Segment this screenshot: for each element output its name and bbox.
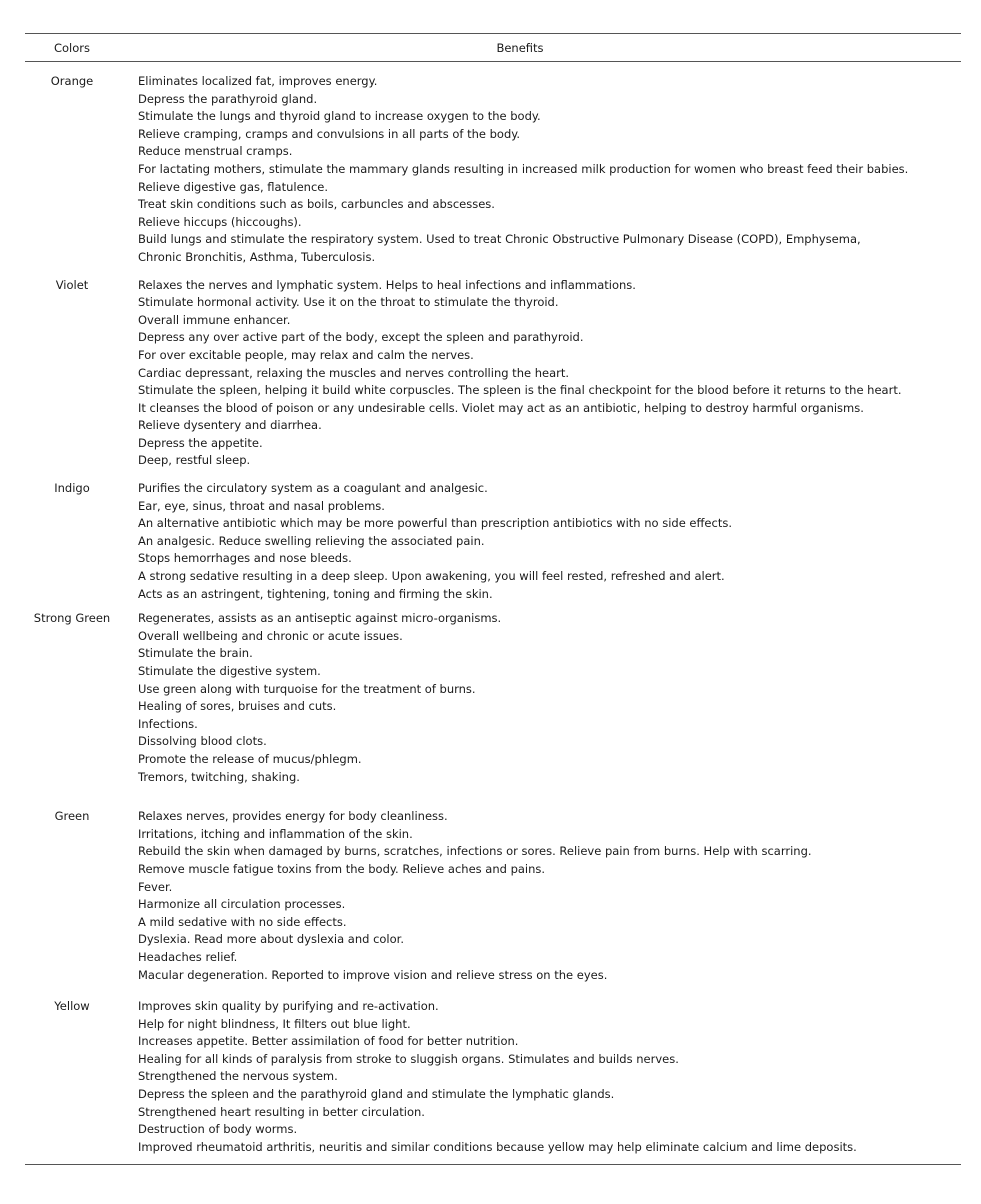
benefit-item: Improved rheumatoid arthritis, neuritis and similar conditions because yellow may help eliminate calcium and lime deposits. (138, 1139, 857, 1154)
benefit-item: Tremors, twitching, shaking. (138, 769, 300, 784)
color-group-orange (25, 73, 961, 267)
benefit-item: Use green along with turquoise for the treatment of burns. (138, 681, 476, 696)
benefit-list (119, 277, 961, 471)
benefit-item: Relieve digestive gas, flatulence. (138, 179, 329, 194)
benefit-item: For lactating mothers, stimulate the mammary glands resulting in increased milk production for women who breast feed their babies. (138, 161, 909, 176)
benefit-item: It cleanses the blood of poison or any undesirable cells. Violet may act as an antibiotic, helping to destroy harmful organisms. (138, 400, 864, 415)
benefit-item: Infections. (138, 716, 198, 731)
benefit-item: Treat skin conditions such as boils, carbuncles and abscesses. (138, 197, 495, 212)
benefit-item: Help for night blindness, It filters out blue light. (138, 1016, 411, 1031)
benefit-item: Dissolving blood clots. (138, 734, 267, 749)
benefit-list (119, 480, 961, 603)
benefit-item: Build lungs and stimulate the respiratory system. Used to treat Chronic Obstructive Pulmonary Disease (COPD), Emphysema, (138, 232, 861, 247)
table-body (25, 62, 961, 1164)
benefit-item: Strengthened heart resulting in better circulation. (138, 1104, 425, 1119)
benefit-item: Stimulate hormonal activity. Use it on the throat to stimulate the thyroid. (138, 295, 559, 310)
benefit-item: Strengthened the nervous system. (138, 1069, 338, 1084)
benefit-item: Ear, eye, sinus, throat and nasal problems. (138, 498, 385, 513)
benefit-item: Depress the parathyroid gland. (138, 91, 318, 106)
benefit-item: Chronic Bronchitis, Asthma, Tuberculosis. (138, 249, 376, 264)
benefit-item: Relieve cramping, cramps and convulsions in all parts of the body. (138, 126, 521, 141)
color-group-strong-green (25, 610, 961, 786)
table-header-row (25, 34, 961, 61)
benefit-item: Dyslexia. Read more about dyslexia and color. (138, 932, 404, 947)
benefit-item: Depress any over active part of the body, except the spleen and parathyroid. (138, 330, 584, 345)
benefit-item: Remove muscle fatigue toxins from the body. Relieve aches and pains. (138, 861, 546, 876)
color-name: Green (54, 809, 90, 824)
benefit-item: Fever. (138, 879, 173, 894)
benefit-item: Cardiac depressant, relaxing the muscles and nerves controlling the heart. (138, 365, 570, 380)
benefit-item: Rebuild the skin when damaged by burns, scratches, infections or sores. Relieve pain from burns. Help with scarring. (138, 844, 812, 859)
color-group-violet (25, 277, 961, 471)
benefit-item: Macular degeneration. Reported to improve vision and relieve stress on the eyes. (138, 967, 608, 982)
benefit-item: Deep, restful sleep. (138, 453, 251, 468)
benefit-item: For over excitable people, may relax and calm the nerves. (138, 347, 474, 362)
benefit-item: Stimulate the brain. (138, 646, 253, 661)
benefit-list (119, 998, 961, 1156)
color-group-yellow (25, 998, 961, 1156)
benefit-item: Healing of sores, bruises and cuts. (138, 699, 337, 714)
benefit-list (119, 808, 961, 984)
bottom-rule (25, 1164, 961, 1165)
benefit-item: An analgesic. Reduce swelling relieving the associated pain. (138, 533, 485, 548)
benefit-item: Destruction of body worms. (138, 1122, 298, 1137)
benefit-item: Depress the spleen and the parathyroid gland and stimulate the lymphatic glands. (138, 1087, 615, 1102)
benefit-item: Irritations, itching and inflammation of the skin. (138, 826, 413, 841)
benefit-item: A strong sedative resulting in a deep sleep. Upon awakening, you will feel rested, refreshed and alert. (138, 569, 725, 584)
benefit-item: Overall immune enhancer. (138, 312, 291, 327)
color-name: Orange (50, 74, 94, 88)
header-colors: Colors (53, 40, 91, 55)
benefit-item: Stimulate the spleen, helping it build white corpuscles. The spleen is the final checkpoint for the blood before it returns to the heart. (138, 383, 902, 398)
benefit-item: Acts as an astringent, tightening, toning and firming the skin. (138, 586, 493, 601)
benefit-list (119, 610, 961, 786)
benefit-list (119, 73, 961, 267)
benefit-item: Healing for all kinds of paralysis from stroke to sluggish organs. Stimulates and builds nerves. (138, 1051, 679, 1066)
benefit-item: Stimulate the lungs and thyroid gland to increase oxygen to the body. (138, 109, 541, 124)
benefit-item: Relieve dysentery and diarrhea. (138, 418, 322, 433)
color-name: Violet (55, 277, 89, 292)
color-name: Strong Green (33, 611, 111, 626)
benefit-item: Relaxes nerves, provides energy for body cleanliness. (138, 809, 448, 824)
header-benefits: Benefits (496, 40, 544, 55)
benefit-item: Stops hemorrhages and nose bleeds. (138, 551, 352, 566)
benefit-item: Harmonize all circulation processes. (138, 897, 346, 912)
benefit-item: Reduce menstrual cramps. (138, 144, 293, 159)
benefit-item: Relieve hiccups (hiccoughs). (138, 214, 302, 229)
benefit-item: Increases appetite. Better assimilation of food for better nutrition. (138, 1034, 519, 1049)
benefit-item: An alternative antibiotic which may be more powerful than prescription antibiotics with no side effects. (138, 516, 732, 531)
benefit-item: A mild sedative with no side effects. (138, 914, 347, 929)
benefit-item: Purifies the circulatory system as a coagulant and analgesic. (138, 481, 488, 496)
benefit-item: Overall wellbeing and chronic or acute issues. (138, 628, 403, 643)
benefits-table (25, 33, 961, 1165)
color-name: Indigo (54, 481, 90, 496)
benefit-item: Headaches relief. (138, 949, 238, 964)
benefit-item: Improves skin quality by purifying and re-activation. (138, 999, 439, 1014)
benefit-item: Relaxes the nerves and lymphatic system. Helps to heal infections and inflammations. (138, 277, 636, 292)
benefit-item: Depress the appetite. (138, 435, 263, 450)
benefit-item: Eliminates localized fat, improves energy. (138, 74, 378, 88)
color-name: Yellow (54, 999, 90, 1014)
color-group-indigo (25, 480, 961, 603)
color-group-green (25, 808, 961, 984)
benefit-item: Stimulate the digestive system. (138, 664, 321, 678)
benefit-item: Promote the release of mucus/phlegm. (138, 751, 362, 766)
benefit-item: Regenerates, assists as an antiseptic against micro-organisms. (138, 611, 502, 626)
